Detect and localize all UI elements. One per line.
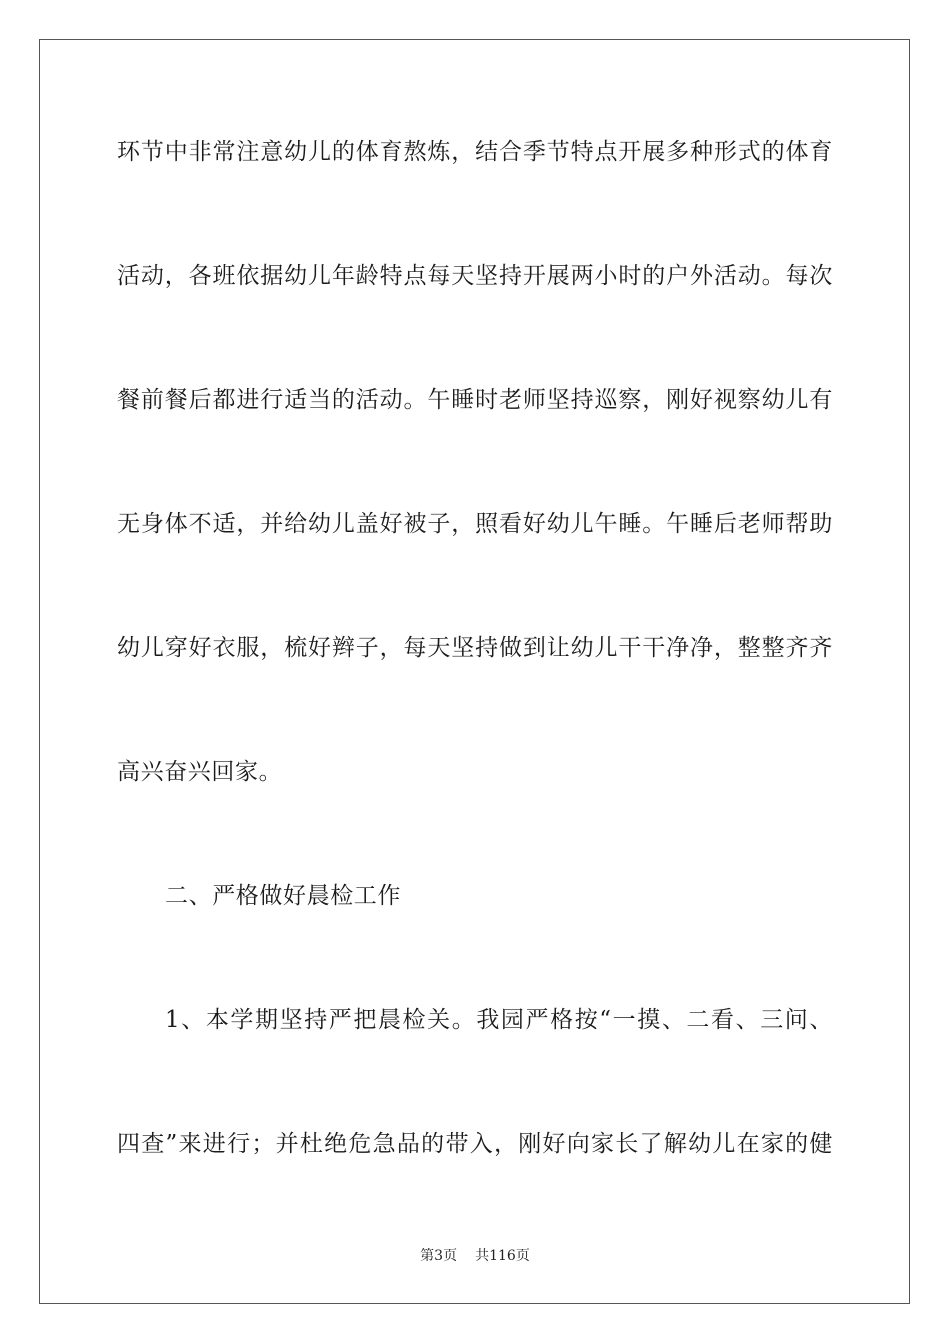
paragraph-line: 餐前餐后都进行适当的活动。午睡时老师坚持巡察，刚好视察幼儿有 <box>117 387 833 413</box>
item-line: 1、本学期坚持严把晨检关。我园严格按“一摸、二看、三问、 <box>165 1007 833 1033</box>
paragraph-line: 活动，各班依据幼儿年龄特点每天坚持开展两小时的户外活动。每次 <box>117 263 833 289</box>
paragraph-line: 环节中非常注意幼儿的体育熬炼，结合季节特点开展多种形式的体育 <box>117 139 833 165</box>
paragraph-line-last: 高兴奋兴回家。 <box>117 759 283 785</box>
paragraph-line: 无身体不适，并给幼儿盖好被子，照看好幼儿午睡。午睡后老师帮助 <box>117 511 833 537</box>
section-heading: 二、严格做好晨检工作 <box>165 883 401 909</box>
item-line: 四查”来进行；并杜绝危急品的带入，刚好向家长了解幼儿在家的健 <box>117 1131 833 1157</box>
page-total: 共116页 <box>475 1248 530 1264</box>
page-footer <box>0 1247 950 1265</box>
paragraph-line: 幼儿穿好衣服，梳好辫子，每天坚持做到让幼儿干干净净，整整齐齐 <box>117 635 833 661</box>
page-number: 第3页 <box>420 1248 458 1264</box>
page-border <box>39 39 910 1304</box>
